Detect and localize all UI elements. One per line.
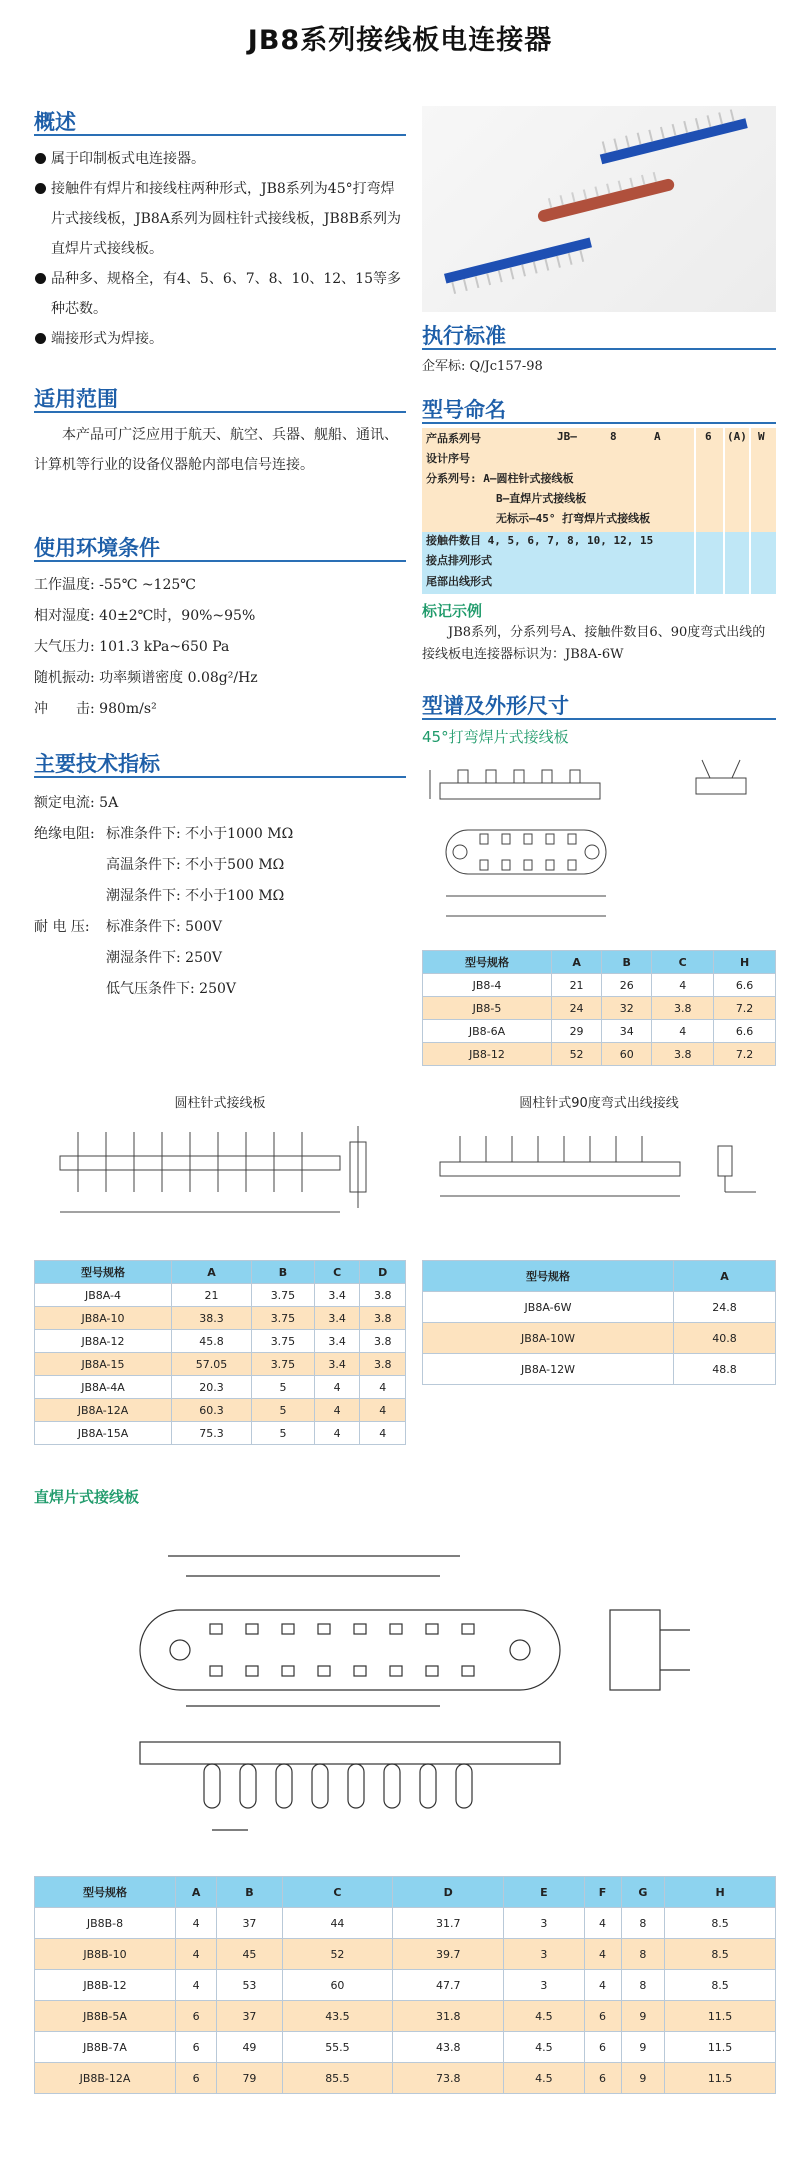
tech-heading: 主要技术指标 (34, 752, 160, 776)
table-cell: 3.4 (314, 1353, 360, 1376)
table-cell: 6.6 (714, 1020, 776, 1043)
table-cell: 52 (282, 1939, 393, 1970)
insulation-row: 潮湿条件下: 不小于100 MΩ (106, 888, 285, 904)
col-header: 型号规格 (35, 1877, 176, 1908)
table-cell: 4 (360, 1399, 406, 1422)
table-cell: JB8-5 (423, 997, 552, 1020)
col-header: C (652, 951, 714, 974)
col-header: F (584, 1877, 621, 1908)
table-row (423, 1323, 776, 1354)
table-cell: 21 (552, 974, 602, 997)
naming-row: 无标示—45° 打弯焊片式接线板 (496, 512, 651, 525)
cyl90-body (440, 1162, 680, 1176)
table-cell: 4 (652, 1020, 714, 1043)
table-row (35, 1330, 406, 1353)
divider (422, 422, 776, 424)
table-cell: 21 (172, 1284, 252, 1307)
table-cell: JB8-6A (423, 1020, 552, 1043)
table-cell: 29 (552, 1020, 602, 1043)
table-cell: 60 (602, 1043, 652, 1066)
table-row (423, 997, 776, 1020)
col-header: C (282, 1877, 393, 1908)
table-row (423, 974, 776, 997)
table-cell: JB8A-15 (35, 1353, 172, 1376)
naming-code: (A) (727, 430, 747, 443)
table-cell: JB8A-12A (35, 1399, 172, 1422)
standard-heading: 执行标准 (422, 324, 506, 348)
table-cell: 7.2 (714, 997, 776, 1020)
drawing-straight (80, 1530, 720, 1850)
drawing-cylindrical (30, 1112, 406, 1232)
env-row: 大气压力: 101.3 kPa~650 Pa (34, 639, 230, 655)
table-cell: JB8A-12 (35, 1330, 172, 1353)
page-title: JB8系列接线板电连接器 (247, 25, 553, 56)
col-header: 型号规格 (423, 1261, 674, 1292)
col-header: B (602, 951, 652, 974)
table-cell: 3.4 (314, 1330, 360, 1353)
product-photo (422, 106, 776, 312)
table-cell: 4.5 (504, 2063, 584, 2094)
table-cell: 3.75 (252, 1307, 315, 1330)
naming-code: A (654, 430, 661, 443)
table-cell: 5 (252, 1399, 315, 1422)
table-cell: JB8B-7A (35, 2032, 176, 2063)
rated-current: 额定电流: 5A (34, 795, 119, 811)
table-cell: 47.7 (393, 1970, 504, 2001)
table-cell: 3 (504, 1939, 584, 1970)
table-cell: JB8B-12 (35, 1970, 176, 2001)
cyl-body (60, 1156, 340, 1170)
table-cell: 26 (602, 974, 652, 997)
table-row (35, 1353, 406, 1376)
env-row: 工作温度: -55℃ ~125℃ (34, 577, 196, 593)
naming-code: 6 (705, 430, 712, 443)
table-cell: 52 (552, 1043, 602, 1066)
table-cell: 3 (504, 1970, 584, 2001)
table-row (35, 1284, 406, 1307)
voltage-row: 潮湿条件下: 250V (106, 950, 222, 966)
table-cell: 6 (176, 2001, 217, 2032)
col-header: E (504, 1877, 584, 1908)
sub45-heading: 45°打弯焊片式接线板 (422, 728, 569, 746)
table-row (35, 1399, 406, 1422)
table-jb8b (34, 1876, 776, 2094)
table-cell: 3.8 (360, 1307, 406, 1330)
table-cell: 11.5 (665, 2063, 776, 2094)
table-cell: 24.8 (674, 1292, 776, 1323)
naming-row: 分系列号: A—圆柱针式接线板 (426, 472, 574, 485)
env-row: 随机振动: 功率频谱密度 0.08g²/Hz (34, 670, 258, 686)
table-row (423, 1292, 776, 1323)
naming-block (422, 428, 776, 594)
table-row (35, 1422, 406, 1445)
table-row (35, 2063, 776, 2094)
table-cell: 4 (584, 1908, 621, 1939)
col-header: A (674, 1261, 776, 1292)
table-cell: 43.5 (282, 2001, 393, 2032)
naming-row: B—直焊片式接线板 (496, 492, 587, 505)
table-cell: 3.8 (360, 1353, 406, 1376)
col-header: H (714, 951, 776, 974)
divider (34, 134, 406, 136)
table-cell: 3.8 (652, 997, 714, 1020)
table-cell: 9 (621, 2001, 665, 2032)
col-header: 型号规格 (423, 951, 552, 974)
table-cell: JB8-12 (423, 1043, 552, 1066)
table-cell: 6 (176, 2063, 217, 2094)
table-row (35, 1939, 776, 1970)
naming-row: 产品系列号 (426, 432, 481, 445)
col-header: H (665, 1877, 776, 1908)
example-text: JB8系列，分系列号A、接触件数目6、90度弯式出线的接线板电连接器标识为：JB8A-6W (422, 625, 766, 662)
env-heading: 使用环境条件 (34, 536, 160, 560)
table-cell: JB8A-10W (423, 1323, 674, 1354)
cyl90-pins (460, 1136, 642, 1162)
example-heading: 标记示例 (422, 602, 483, 620)
overview-list (34, 144, 406, 354)
col-header: C (314, 1261, 360, 1284)
table-jb8 (422, 950, 776, 1066)
table-cell: 7.2 (714, 1043, 776, 1066)
table-cell: 4 (314, 1399, 360, 1422)
table-row (35, 2032, 776, 2063)
table-cell: 60 (282, 1970, 393, 2001)
side-body (440, 783, 600, 799)
overview-item: 品种多、规格全，有4、5、6、7、8、10、12、15等多种芯数。 (34, 264, 406, 324)
table-cell: 37 (217, 2001, 282, 2032)
col-header: D (393, 1877, 504, 1908)
table-cell: 4 (360, 1422, 406, 1445)
table-cell: 3.75 (252, 1330, 315, 1353)
naming-row: 接触件数目 4, 5, 6, 7, 8, 10, 12, 15 (426, 534, 654, 547)
table-cell: 53 (217, 1970, 282, 2001)
cyl90-caption: 圆柱针式90度弯式出线接线 (519, 1096, 679, 1111)
tech-list (34, 788, 406, 1005)
col-header: 型号规格 (35, 1261, 172, 1284)
table-cell: 3.75 (252, 1284, 315, 1307)
table-cell: JB8A-4 (35, 1284, 172, 1307)
col-header: D (360, 1261, 406, 1284)
table-row (35, 1970, 776, 2001)
drawing-cyl90 (420, 1112, 776, 1232)
table-cell: 6 (176, 2032, 217, 2063)
table-row (35, 1307, 406, 1330)
table-cell: 8.5 (665, 1908, 776, 1939)
col-header: B (252, 1261, 315, 1284)
table-cell: JB8A-15A (35, 1422, 172, 1445)
table-cell: 37 (217, 1908, 282, 1939)
table-cell: 3.4 (314, 1307, 360, 1330)
table-cell: 4 (176, 1908, 217, 1939)
table-cell: 55.5 (282, 2032, 393, 2063)
insulation-row: 高温条件下: 不小于500 MΩ (106, 857, 285, 873)
straight-heading: 直焊片式接线板 (34, 1488, 140, 1506)
table-header (423, 1261, 776, 1292)
top-contacts (480, 834, 576, 870)
naming-divider (723, 428, 725, 594)
table-cell: 34 (602, 1020, 652, 1043)
side-pins (458, 770, 580, 783)
divider (34, 560, 406, 562)
table-cell: 8.5 (665, 1970, 776, 2001)
table-header (35, 1261, 406, 1284)
table-cell: 3.8 (360, 1284, 406, 1307)
table-cell: 8 (621, 1970, 665, 2001)
env-list (34, 570, 406, 725)
cyl-pins (78, 1132, 302, 1192)
col-header: B (217, 1877, 282, 1908)
voltage-row: 低气压条件下: 250V (106, 981, 236, 997)
table-jb8a (34, 1260, 406, 1445)
table-cell: 48.8 (674, 1354, 776, 1385)
top-plate (446, 830, 606, 874)
table-cell: 9 (621, 2032, 665, 2063)
table-cell: 4 (314, 1422, 360, 1445)
divider (422, 718, 776, 720)
scope-heading: 适用范围 (34, 387, 118, 411)
table-cell: 8.5 (665, 1939, 776, 1970)
table-cell: 31.7 (393, 1908, 504, 1939)
table-cell: 3.8 (360, 1330, 406, 1353)
table-cell: 4 (360, 1376, 406, 1399)
table-cell: JB8A-6W (423, 1292, 674, 1323)
table-cell: 75.3 (172, 1422, 252, 1445)
env-row: 相对湿度: 40±2℃时，90%~95% (34, 608, 256, 624)
naming-row: 尾部出线形式 (426, 575, 492, 588)
table-cell: 6 (584, 2001, 621, 2032)
table-cell: 4 (176, 1970, 217, 2001)
table-cell: JB8B-8 (35, 1908, 176, 1939)
table-cell: 79 (217, 2063, 282, 2094)
table-cell: 73.8 (393, 2063, 504, 2094)
red-connector-bar (537, 178, 676, 224)
env-row: 冲 击: 980m/s² (34, 701, 157, 717)
table-cell: 39.7 (393, 1939, 504, 1970)
table-row (35, 1376, 406, 1399)
col-header: A (172, 1261, 252, 1284)
overview-item: 接触件有焊片和接线柱两种形式，JB8系列为45°打弯焊片式接线板，JB8A系列为圆柱针式接线板，JB8B系列为直焊片式接线板。 (34, 174, 406, 264)
table-cell: 4 (584, 1970, 621, 2001)
table-cell: 43.8 (393, 2032, 504, 2063)
end-body (696, 778, 746, 794)
table-cell: 20.3 (172, 1376, 252, 1399)
table-cell: 4 (314, 1376, 360, 1399)
table-cell: 11.5 (665, 2032, 776, 2063)
col-header: G (621, 1877, 665, 1908)
table-row (423, 1043, 776, 1066)
cyl-caption: 圆柱针式接线板 (174, 1096, 266, 1111)
scope-text: 本产品可广泛应用于航天、航空、兵器、舰船、通讯、计算机等行业的设备仪器舱内部电信号连接。 (34, 427, 398, 473)
table-cell: 5 (252, 1422, 315, 1445)
naming-code: W (758, 430, 765, 443)
table-cell: 24 (552, 997, 602, 1020)
product-photo-svg (422, 106, 776, 312)
top-contacts (210, 1624, 474, 1676)
table-cell: 6 (584, 2032, 621, 2063)
drawing-45deg (410, 748, 786, 944)
table-cell: JB8B-10 (35, 1939, 176, 1970)
table-cell: JB8A-12W (423, 1354, 674, 1385)
table-cell: 3.4 (314, 1284, 360, 1307)
table-cell: 3.75 (252, 1353, 315, 1376)
table-row (35, 2001, 776, 2032)
col-header: A (552, 951, 602, 974)
table-cell: 4 (176, 1939, 217, 1970)
drawings-heading: 型谱及外形尺寸 (422, 694, 569, 718)
table-row (35, 1908, 776, 1939)
table-row (423, 1020, 776, 1043)
naming-row: 设计序号 (426, 452, 470, 465)
table-cell: JB8A-10 (35, 1307, 172, 1330)
table-cell: 45.8 (172, 1330, 252, 1353)
divider (34, 776, 406, 778)
table-cell: 4 (584, 1939, 621, 1970)
table-cell: 4.5 (504, 2032, 584, 2063)
table-header (35, 1877, 776, 1908)
table-cell: JB8B-12A (35, 2063, 176, 2094)
table-jb8aw (422, 1260, 776, 1385)
table-cell: 6.6 (714, 974, 776, 997)
table-cell: 40.8 (674, 1323, 776, 1354)
overview-item: 属于印制板式电连接器。 (34, 144, 406, 174)
table-cell: 8 (621, 1908, 665, 1939)
end-view (610, 1610, 660, 1690)
insulation-row: 绝缘电阻: 标准条件下: 不小于1000 MΩ (34, 826, 294, 842)
table-cell: 9 (621, 2063, 665, 2094)
table-cell: 6 (584, 2063, 621, 2094)
naming-divider (694, 428, 696, 594)
naming-row: 接点排列形式 (426, 554, 492, 567)
naming-code: 8 (610, 430, 617, 443)
table-cell: 8 (621, 1939, 665, 1970)
overview-item: 端接形式为焊接。 (34, 324, 406, 354)
divider (422, 348, 776, 350)
col-header: A (176, 1877, 217, 1908)
table-cell: 57.05 (172, 1353, 252, 1376)
table-cell: JB8A-4A (35, 1376, 172, 1399)
voltage-row: 耐 电 压: 标准条件下: 500V (34, 919, 222, 935)
table-cell: 31.8 (393, 2001, 504, 2032)
table-cell: 5 (252, 1376, 315, 1399)
table-cell: 4.5 (504, 2001, 584, 2032)
naming-heading: 型号命名 (422, 398, 506, 422)
table-cell: 4 (652, 974, 714, 997)
table-cell: 32 (602, 997, 652, 1020)
top-plate (140, 1610, 560, 1690)
table-cell: 49 (217, 2032, 282, 2063)
naming-code: JB— (557, 430, 577, 443)
table-cell: 3 (504, 1908, 584, 1939)
table-cell: 85.5 (282, 2063, 393, 2094)
table-cell: 11.5 (665, 2001, 776, 2032)
overview-heading: 概述 (34, 110, 76, 134)
side-pins (204, 1764, 472, 1808)
naming-divider (749, 428, 751, 594)
table-cell: 44 (282, 1908, 393, 1939)
table-row (423, 1354, 776, 1385)
table-cell: 60.3 (172, 1399, 252, 1422)
table-cell: 45 (217, 1939, 282, 1970)
table-header (423, 951, 776, 974)
table-cell: JB8B-5A (35, 2001, 176, 2032)
table-cell: 3.8 (652, 1043, 714, 1066)
divider (34, 411, 406, 413)
table-cell: JB8-4 (423, 974, 552, 997)
side-body (140, 1742, 560, 1764)
table-cell: 38.3 (172, 1307, 252, 1330)
standard-text: 企军标: Q/Jc157-98 (422, 359, 543, 374)
